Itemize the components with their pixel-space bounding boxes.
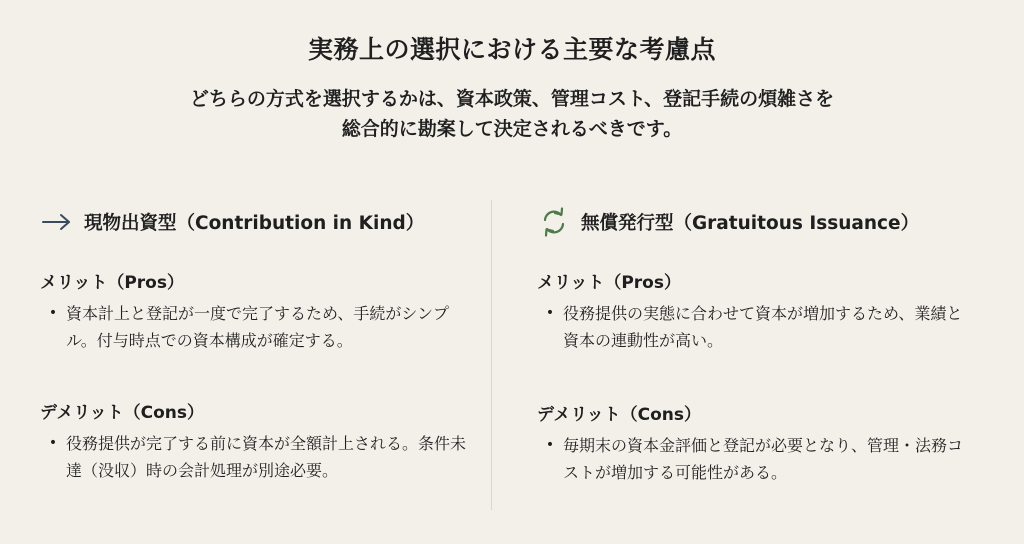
pros-text: 役務提供の実態に合わせて資本が増加するため、業績と資本の連動性が高い。 [563, 304, 963, 350]
list-item [40, 430, 470, 484]
gratuitous-issuance-heading [537, 204, 977, 240]
column-divider [491, 200, 492, 510]
pros-list [537, 300, 977, 390]
cons-text: 毎期末の資本金評価と登記が必要となり、管理・法務コストが増加する可能性がある。 [563, 436, 964, 482]
pros-label: メリット（Pros） [40, 273, 184, 293]
page-subtitle [0, 84, 1024, 144]
gratuitous-issuance-title: 無償発行型（Gratuitous Issuance） [581, 213, 920, 234]
subtitle-line-1: どちらの方式を選択するかは、資本政策、管理コスト、登記手続の煩雑さを [189, 88, 835, 110]
cons-label: デメリット（Cons） [537, 405, 702, 425]
list-item [537, 300, 977, 354]
subtitle-line-2: 総合的に勘案して決定されるべきです。 [341, 118, 683, 140]
bullet-icon: • [48, 435, 58, 451]
cons-list [40, 430, 470, 484]
contribution-in-kind-column [40, 204, 470, 484]
gratuitous-issuance-column [537, 204, 977, 486]
bullet-icon: • [545, 437, 555, 453]
pros-label: メリット（Pros） [537, 273, 681, 293]
cons-text: 役務提供が完了する前に資本が全額計上される。条件未達（没収）時の会計処理が別途必要。 [66, 434, 467, 480]
bullet-icon: • [545, 305, 555, 321]
page-title: 実務上の選択における主要な考慮点 [307, 35, 716, 64]
cons-label: デメリット（Cons） [40, 403, 205, 423]
pros-text: 資本計上と登記が一度で完了するため、手続がシンプル。付与時点での資本構成が確定する。 [66, 304, 449, 350]
arrow-right-icon [40, 205, 74, 239]
bullet-icon: • [48, 305, 58, 321]
contribution-in-kind-heading [40, 204, 470, 240]
cons-list [537, 432, 977, 486]
contribution-in-kind-title: 現物出資型（Contribution in Kind） [84, 213, 425, 234]
list-item [40, 300, 470, 354]
pros-list [40, 300, 470, 390]
refresh-icon [537, 205, 571, 239]
list-item [537, 432, 977, 486]
